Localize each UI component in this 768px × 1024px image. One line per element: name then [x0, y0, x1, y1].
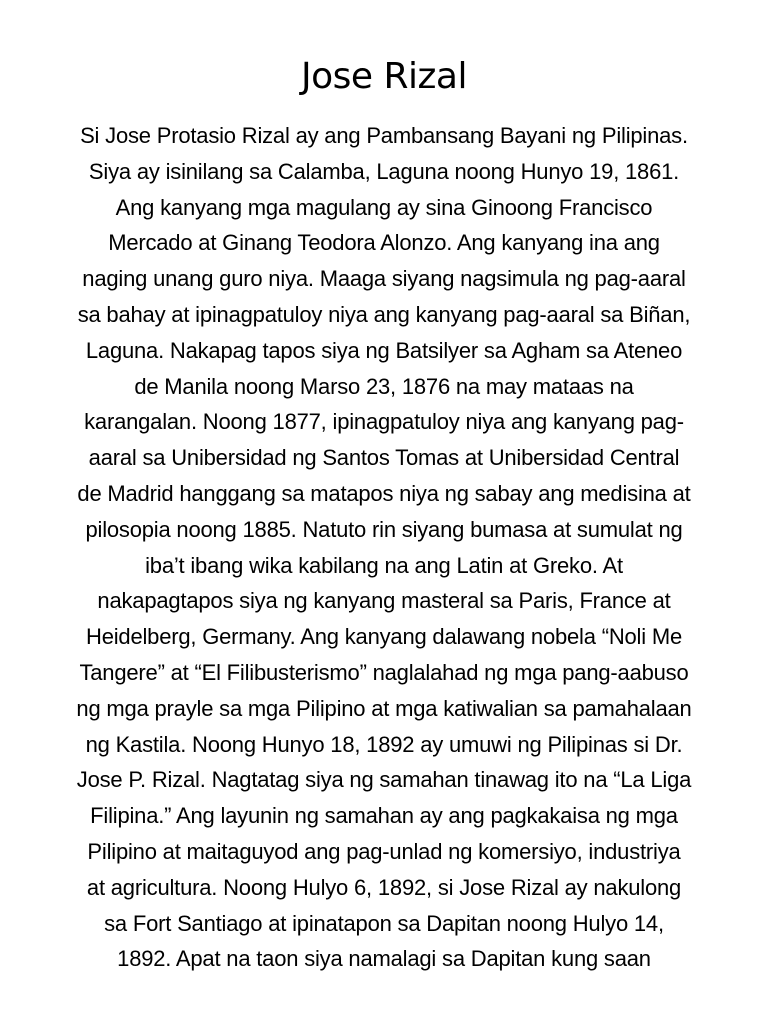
- body-paragraph: [30, 118, 738, 977]
- text-line: sa bahay at ipinagpatuloy niya ang kanyang pag-aaral sa Biñan,: [77, 301, 691, 327]
- text-line: naging unang guro niya. Maaga siyang nagsimula ng pag-aaral: [82, 266, 686, 292]
- text-line: Laguna. Nakapag tapos siya ng Batsilyer sa Agham sa Ateneo: [85, 337, 683, 363]
- text-line: pilosopia noong 1885. Natuto rin siyang bumasa at sumulat ng: [85, 516, 683, 542]
- text-line: Heidelberg, Germany. Ang kanyang dalawang nobela “Noli Me: [86, 624, 682, 650]
- text-line: de Madrid hanggang sa matapos niya ng sabay ang medisina at: [77, 480, 691, 506]
- text-line: Jose P. Rizal. Nagtatag siya ng samahan tinawag ito na “La Liga: [76, 767, 692, 793]
- text-line: Mercado at Ginang Teodora Alonzo. Ang kanyang ina ang: [108, 230, 660, 256]
- text-line: at agricultura. Noong Hulyo 6, 1892, si Jose Rizal ay nakulong: [86, 874, 682, 900]
- text-line: iba’t ibang wika kabilang na ang Latin at Greko. At: [145, 552, 623, 578]
- text-line: Pilipino at maitaguyod ang pag-unlad ng komersiyo, industriya: [87, 838, 681, 864]
- text-line: Si Jose Protasio Rizal ay ang Pambansang Bayani ng Pilipinas.: [80, 123, 688, 148]
- text-line: nakapagtapos siya ng kanyang masteral sa Paris, France at: [97, 588, 671, 614]
- text-line: Filipina.” Ang layunin ng samahan ay ang pagkakaisa ng mga: [90, 803, 678, 829]
- text-line: aaral sa Unibersidad ng Santos Tomas at Unibersidad Central: [88, 445, 680, 471]
- text-line: 1892. Apat na taon siya namalagi sa Dapitan kung saan: [117, 946, 651, 972]
- text-line: sa Fort Santiago at ipinatapon sa Dapitan noong Hulyo 14,: [104, 910, 664, 936]
- text-line: karangalan. Noong 1877, ipinagpatuloy niya ang kanyang pag-: [84, 409, 684, 435]
- text-line: Ang kanyang mga magulang ay sina Ginoong Francisco: [115, 194, 653, 220]
- page-title: Jose Rizal: [301, 56, 467, 97]
- text-line: ng Kastila. Noong Hunyo 18, 1892 ay umuwi ng Pilipinas si Dr.: [85, 731, 683, 757]
- text-line: Tangere” at “El Filibusterismo” naglalahad ng mga pang-aabuso: [79, 659, 689, 685]
- text-line: ng mga prayle sa mga Pilipino at mga katiwalian sa pamahalaan: [76, 695, 692, 721]
- text-line: Siya ay isinilang sa Calamba, Laguna noong Hunyo 19, 1861.: [88, 158, 680, 184]
- text-line: de Manila noong Marso 23, 1876 na may mataas na: [134, 373, 634, 399]
